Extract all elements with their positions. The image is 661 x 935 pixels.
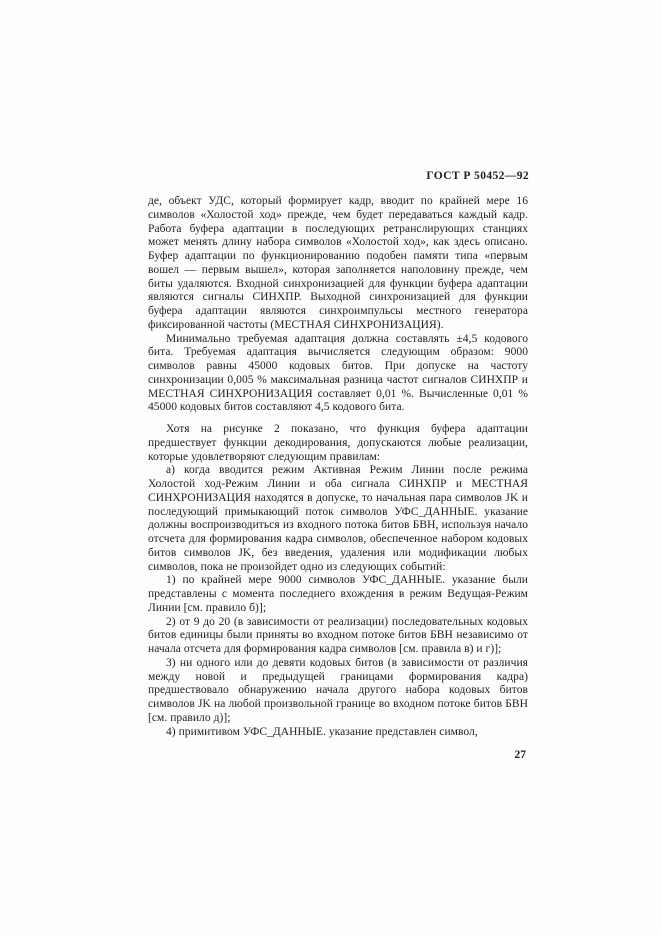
paragraph-continuation: де, объект УДС, который формирует кадр, вводит по крайней мере 16 символов «Холостой ход» прежде, чем будет передаваться каждый кадр. Работа буфера адаптации в последующих ретранслирующих станциях может менять длину набора символов «Холостой ход», как здесь описано. Буфер адаптации по функционированию подобен памяти типа «первым вошел — первым вышел», которая заполняется наполовину прежде, чем биты удаляются. Входной синхронизацией для функции буфера адаптации являются сигналы СИНХПР. Выходной синхронизацией для функции буфера адаптации являются синхроимпульсы местного генератора фиксированной частоты (МЕСТНАЯ СИНХРОНИЗАЦИЯ). xyxy=(148,195,528,331)
rule-a: а) когда вводится режим Активная Режим Линии после режима Холостой ход-Режим Линии и оба сигнала СИНХПР и МЕСТНАЯ СИНХРОНИЗАЦИЯ находятся в допуске, то начальная пара символов JK и последующий примыкающий поток символов УФС_ДАННЫЕ. указание должны воспроизводиться из входного потока битов БВН, используя начало отсчета для формирования кадра символов, обеспеченное набором кодовых битов символов JK, без введения, удаления или модификации любых символов, пока не произойдет одно из следующих событий: xyxy=(148,464,528,573)
document-header: ГОСТ Р 50452—92 xyxy=(426,170,529,182)
rule-a-event-2: 2) от 9 до 20 (в зависимости от реализации) последовательных кодовых битов единицы были приняты во входном потоке битов БВН независимо от начала отсчета для формирования кадра символов [см. правила в) и г)]; xyxy=(148,615,528,655)
rule-a-event-4: 4) примитивом УФС_ДАННЫЕ. указание представлен символ, xyxy=(166,725,478,738)
rule-a-event-3: 3) ни одного или до девяти кодовых битов (в зависимости от различия между новой и предыдущей границами формирования кадра) предшествовало обнаружению начала другого набора кодовых битов символов JK на любой произвольной границе во входном потоке битов БВН [см. правило д)]; xyxy=(148,656,528,724)
body-text xyxy=(148,195,528,739)
rule-a-event-1: 1) по крайней мере 9000 символов УФС_ДАННЫЕ. указание были представлены с момента последнего вхождения в режим Ведущая-Режим Линии [см. правило б)]; xyxy=(148,574,528,614)
paragraph-adaptation: Минимально требуемая адаптация должна составлять ±4,5 кодового бита. Требуемая адаптация вычисляется следующим образом: 9000 символов равны 45000 кодовых битов. При допуске на частоту синхронизации 0,005 % максимальная разница частот сигналов СИНХПР и МЕСТНАЯ СИНХРОНИЗАЦИЯ составляет 0,01 %. Вычисленные 0,01 % 45000 кодовых битов составляют 4,5 кодового бита. xyxy=(148,332,528,414)
page-number: 27 xyxy=(514,749,526,761)
paragraph-rules-intro: Хотя на рисунке 2 показано, что функция буфера адаптации предшествует функции декодирования, допускаются любые реализации, которые удовлетворяют следующим правилам: xyxy=(148,423,528,463)
